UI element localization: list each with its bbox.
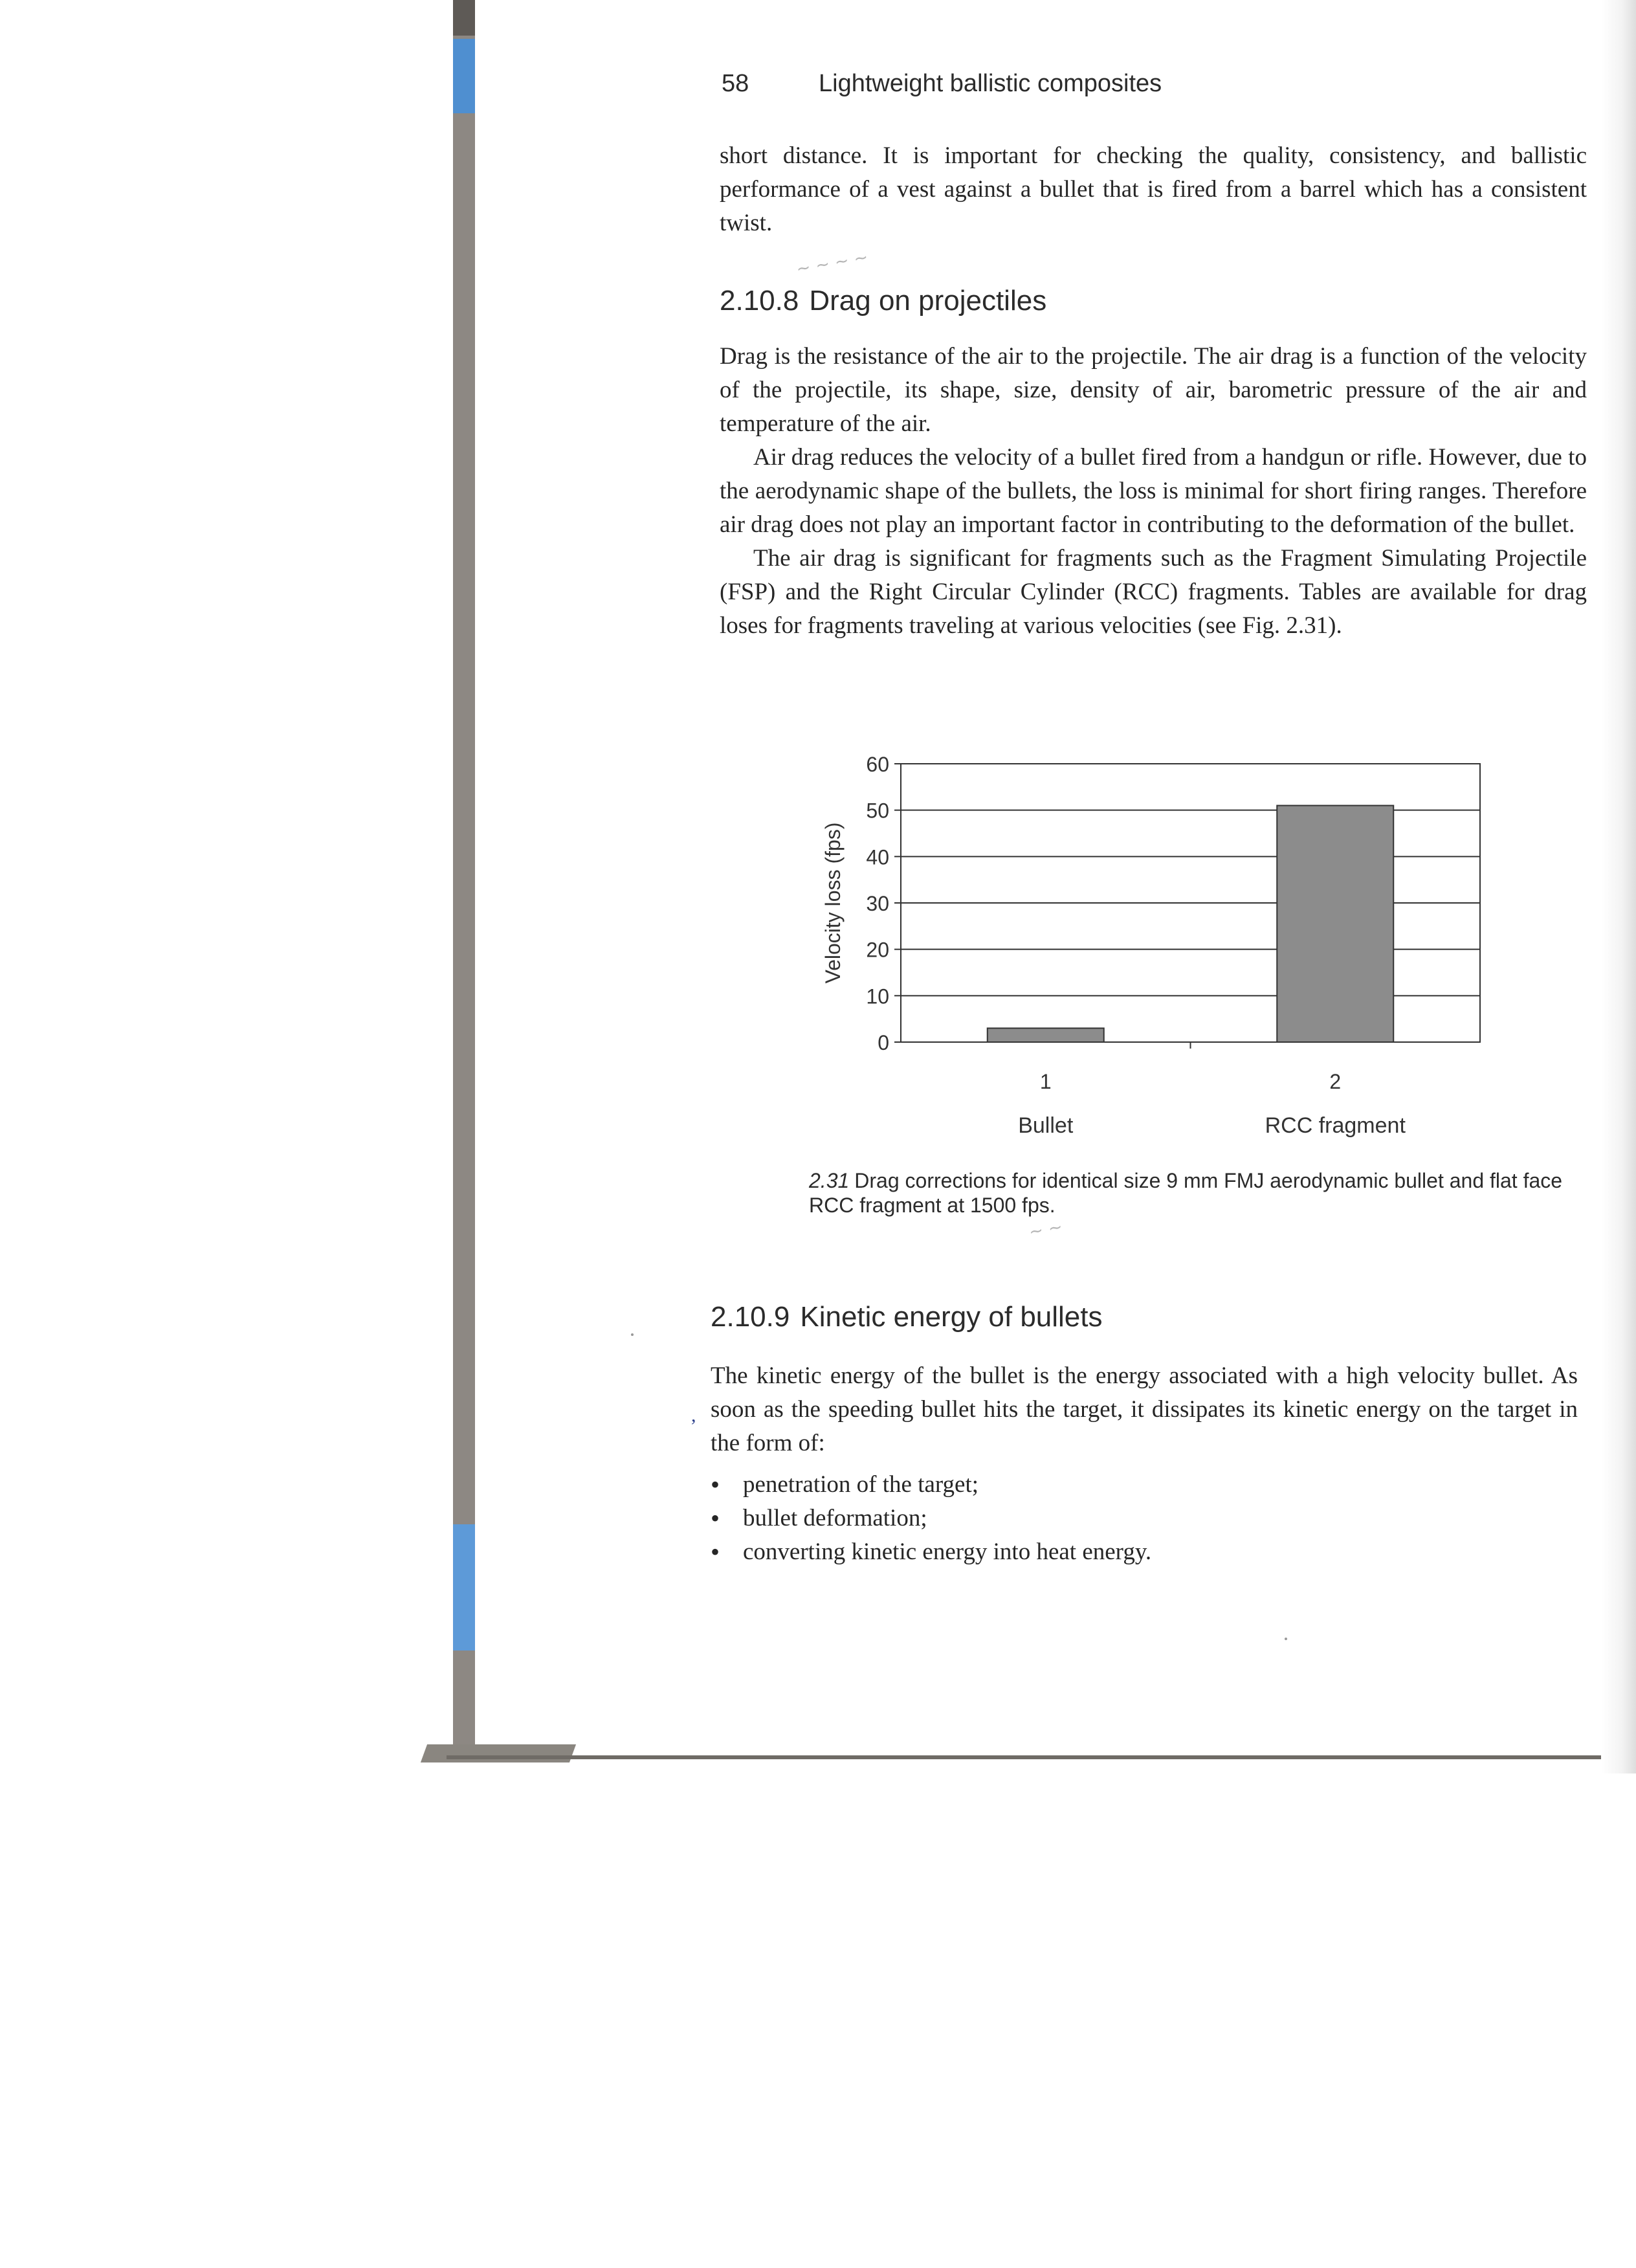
book-spine-edge [453, 0, 475, 1761]
kinetic-energy-list [711, 1468, 1552, 1569]
stray-speck [631, 1333, 634, 1336]
figure-caption [809, 1168, 1586, 1217]
book-spine-shadow [453, 0, 475, 36]
margin-pen-mark: , [691, 1405, 696, 1426]
section-heading-2-10-8 [720, 285, 1561, 317]
kinetic-section-body [711, 1359, 1578, 1460]
page-right-edge [1601, 0, 1636, 1773]
intro-paragraph: short distance. It is important for checking the quality, consistency, and ballistic performance of a vest against a bullet that is fired from a barrel which has a consistent twist. [720, 142, 1587, 236]
book-title: Lightweight ballistic composites [819, 70, 1162, 97]
y-tick-label: 10 [866, 984, 889, 1008]
x-category-label: Bullet [1018, 1113, 1074, 1138]
book-spine-foot [421, 1744, 576, 1762]
x-category-label: RCC fragment [1265, 1113, 1406, 1138]
bar-2 [1277, 806, 1393, 1043]
figure-number: 2.31 [809, 1169, 850, 1192]
section-number: 2.10.8 [720, 285, 799, 317]
y-tick-label: 60 [866, 753, 889, 776]
drag-paragraph-2: Air drag reduces the velocity of a bullet fired from a handgun or rifle. However, due to the aerodynamic shape of the bullets, the loss is minimal for short firing ranges. Therefore air drag does not play an important factor in contributing to the deformation of the bullet. [720, 444, 1587, 538]
section-heading-2-10-9 [711, 1301, 1552, 1333]
handwritten-annotation-2: ~ ~ [1027, 1217, 1065, 1243]
velocity-loss-bar-chart [802, 744, 1540, 1146]
handwritten-annotation: ~ ~ ~ ~ [795, 247, 870, 280]
book-spine-blue-band-top [453, 39, 475, 113]
figure-caption-text: Drag corrections for identical size 9 mm FMJ aerodynamic bullet and flat face RCC fragment at 1500 fps. [809, 1169, 1563, 1217]
y-tick-label: 40 [866, 845, 889, 869]
y-tick-label: 50 [866, 799, 889, 823]
list-item: • bullet deformation; [711, 1502, 1552, 1535]
y-tick-label: 0 [878, 1031, 889, 1054]
kinetic-paragraph: The kinetic energy of the bullet is the energy associated with a high velocity bullet. As soon as the speeding bullet hits the target, it dissipates its kinetic energy on the target in the form of: [711, 1362, 1578, 1456]
x-tick-label: 1 [1039, 1070, 1052, 1093]
x-tick-label: 2 [1329, 1070, 1342, 1093]
page-bottom-edge [447, 1755, 1636, 1759]
list-item: • converting kinetic energy into heat energy. [711, 1535, 1552, 1569]
section-title: Kinetic energy of bullets [800, 1301, 1103, 1333]
section-number: 2.10.9 [711, 1301, 790, 1333]
drag-section-body [720, 340, 1587, 643]
y-axis-label: Velocity loss (fps) [821, 822, 845, 984]
book-spine-blue-band-bottom [453, 1524, 475, 1651]
bar-1 [988, 1028, 1104, 1043]
intro-paragraph-block [720, 139, 1587, 240]
drag-paragraph-1: Drag is the resistance of the air to the projectile. The air drag is a function of the velocity of the projectile, its shape, size, density of air, barometric pressure of the air and temperature of the air. [720, 343, 1587, 437]
stray-speck [1285, 1638, 1287, 1640]
y-tick-label: 20 [866, 938, 889, 962]
running-head [722, 70, 1563, 98]
y-tick-label: 30 [866, 892, 889, 915]
list-item: • penetration of the target; [711, 1468, 1552, 1502]
drag-paragraph-3: The air drag is significant for fragments such as the Fragment Simulating Projectile (FSP) and the Right Circular Cylinder (RCC) fragments. Tables are available for drag loses for fragments traveling at various velocities (see Fig. 2.31). [720, 545, 1587, 639]
page-number: 58 [722, 70, 749, 97]
section-title: Drag on projectiles [809, 285, 1047, 317]
